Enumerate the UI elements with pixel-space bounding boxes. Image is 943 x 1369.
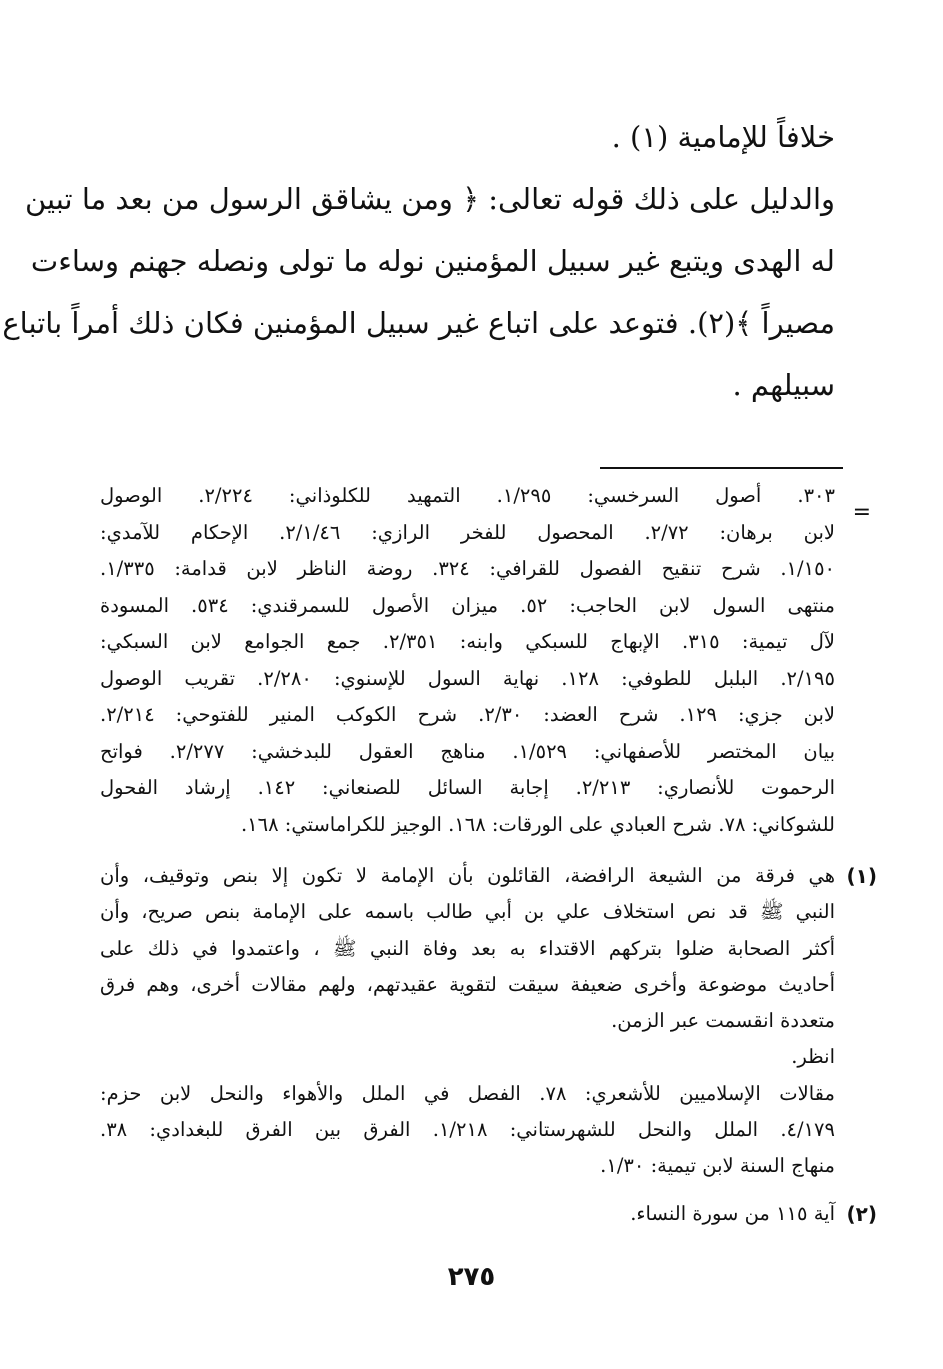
reference-line: ٣٠٣. أصول السرخسي: ١/٢٩٥. التمهيد للكلوذاني: ٢/٢٢٤. الوصول — [100, 484, 835, 507]
reference-line: للشوكاني: ٧٨. شرح العبادي على الورقات: ١٦٨. الوجيز للكراماستي: ١٦٨. — [240, 812, 835, 836]
main-line: سبيلهم . — [732, 368, 835, 402]
footnote-2-number: (٢) — [846, 1202, 877, 1226]
reference-line: منتهى السول لابن الحاجب: ٥٢. ميزان الأصول للسمرقندي: ٥٣٤. المسودة — [100, 593, 835, 617]
reference-line: لابن جزي: ١٢٩. شرح العضد: ٢/٣٠. شرح الكوكب المنير للفتوحي: ٢/٢١٤. — [100, 703, 835, 726]
footnote-line: منهاج السنة لابن تيمية: ١/٣٠. — [600, 1154, 835, 1178]
footnote-1-number: (١) — [846, 864, 877, 888]
reference-line: الرحموت للأنصاري: ٢/٢١٣. إجابة السائل للصنعاني: ١٤٢. إرشاد الفحول — [100, 776, 835, 799]
main-line: مصيراً ﴾(٢). فتوعد على اتباع غير سبيل المؤمنين فكان ذلك أمراً باتباع — [2, 306, 835, 340]
footnote-line: ٤/١٧٩. الملل والنحل للشهرستاني: ١/٢١٨. الفرق بين الفرق للبغدادي: ٣٨. — [100, 1118, 835, 1142]
reference-line: لابن برهان: ٢/٧٢. المحصول للفخر الرازي: ٢/١/٤٦. الإحكام للآمدي: — [100, 520, 836, 544]
reference-line: لآل تيمية: ٣١٥. الإبهاج للسبكي وابنه: ٢/٣٥١. جمع الجوامع لابن السبكي: — [100, 630, 835, 653]
reference-line: ١/١٥٠. شرح تنقيح الفصول للقرافي: ٣٢٤. روضة الناظر لابن قدامة: ١/٣٣٥. — [100, 557, 836, 580]
continuation-mark: = — [852, 500, 871, 525]
footnote-line: انظر. — [791, 1045, 835, 1069]
main-line: خلافاً للإمامية (١) . — [611, 120, 835, 154]
references-block — [100, 478, 835, 843]
page-number: ٢٧٥ — [447, 1262, 496, 1292]
footnote-1 — [100, 858, 877, 1185]
footnote-line: أكثر الصحابة ضلوا بتركهم الاقتداء به بعد وفاة النبي ﷺ ، واعتمدوا في ذلك على — [100, 936, 835, 960]
reference-line: ٢/١٩٥. البلبل للطوفي: ١٢٨. نهاية السول للإسنوي: ٢/٢٨٠. تقريب الوصول — [100, 666, 835, 690]
footnote-divider — [600, 467, 843, 469]
footnote-line: متعددة انقسمت عبر الزمن. — [611, 1009, 835, 1033]
main-text — [2, 106, 835, 416]
footnote-line: آية ١١٥ من سورة النساء. — [630, 1202, 835, 1225]
main-line: والدليل على ذلك قوله تعالى: ﴿ ومن يشاقق الرسول من بعد ما تبين — [24, 182, 835, 216]
footnote-line: النبي ﷺ قد نص استخلاف علي بن أبي طالب باسمه على الإمامة بنص صريح، وأن — [100, 900, 835, 924]
footnote-line: مقالات الإسلاميين للأشعري: ٧٨. الفصل في الملل والأهواء والنحل لابن حزم: — [100, 1081, 835, 1105]
footnote-line: أحاديث موضوعة وأخرى ضعيفة سيقت لتقوية عقيدتهم، ولهم مقالات أخرى، وهم فرق — [100, 972, 835, 996]
main-line: له الهدى ويتبع غير سبيل المؤمنين نوله ما تولى ونصله جهنم وساءت — [30, 244, 835, 278]
footnote-2 — [100, 1196, 877, 1232]
footnote-line: هي فرقة من الشيعة الرافضة، القائلون بأن الإمامة لا تكون إلا بنص وتوقيف، وأن — [100, 864, 835, 887]
reference-line: بيان المختصر للأصفهاني: ١/٥٢٩. مناهج العقول للبدخشي: ٢/٢٧٧. فواتح — [100, 739, 835, 763]
